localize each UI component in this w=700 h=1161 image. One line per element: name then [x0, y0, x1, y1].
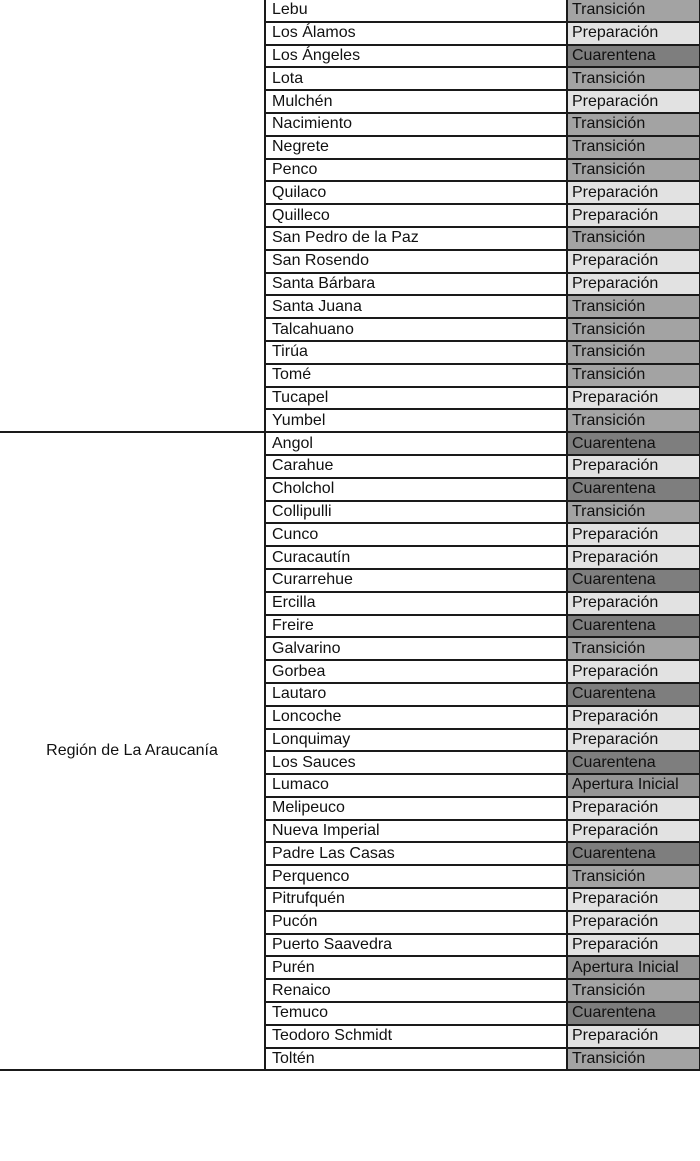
status-cell: Cuarentena — [567, 683, 700, 706]
commune-cell: Mulchén — [265, 90, 567, 113]
commune-cell: Ercilla — [265, 592, 567, 615]
commune-cell: Loncoche — [265, 706, 567, 729]
region-cell: Región de La Araucanía — [0, 432, 265, 1070]
status-cell: Transición — [567, 501, 700, 524]
status-cell: Transición — [567, 1048, 700, 1071]
status-cell: Transición — [567, 364, 700, 387]
status-cell: Preparación — [567, 820, 700, 843]
status-cell: Transición — [567, 409, 700, 432]
status-cell: Preparación — [567, 911, 700, 934]
commune-cell: Galvarino — [265, 637, 567, 660]
commune-cell: Carahue — [265, 455, 567, 478]
status-cell: Preparación — [567, 387, 700, 410]
status-cell: Apertura Inicial — [567, 774, 700, 797]
status-cell: Transición — [567, 67, 700, 90]
commune-cell: San Rosendo — [265, 250, 567, 273]
status-cell: Cuarentena — [567, 569, 700, 592]
commune-cell: Freire — [265, 615, 567, 638]
commune-cell: Negrete — [265, 136, 567, 159]
commune-cell: Santa Juana — [265, 295, 567, 318]
status-cell: Preparación — [567, 729, 700, 752]
status-cell: Cuarentena — [567, 432, 700, 455]
commune-cell: Teodoro Schmidt — [265, 1025, 567, 1048]
commune-cell: Penco — [265, 159, 567, 182]
status-cell: Cuarentena — [567, 615, 700, 638]
status-cell: Preparación — [567, 706, 700, 729]
status-cell: Transición — [567, 136, 700, 159]
commune-cell: Curarrehue — [265, 569, 567, 592]
commune-cell: Santa Bárbara — [265, 273, 567, 296]
commune-cell: Purén — [265, 956, 567, 979]
commune-cell: Melipeuco — [265, 797, 567, 820]
region-cell — [0, 0, 265, 432]
status-cell: Preparación — [567, 250, 700, 273]
status-cell: Transición — [567, 865, 700, 888]
commune-cell: Yumbel — [265, 409, 567, 432]
commune-cell: Cholchol — [265, 478, 567, 501]
commune-cell: Temuco — [265, 1002, 567, 1025]
status-cell: Cuarentena — [567, 751, 700, 774]
commune-cell: Lumaco — [265, 774, 567, 797]
status-cell: Preparación — [567, 181, 700, 204]
status-cell: Preparación — [567, 934, 700, 957]
commune-cell: Talcahuano — [265, 318, 567, 341]
commune-cell: Renaico — [265, 979, 567, 1002]
commune-cell: Tomé — [265, 364, 567, 387]
commune-cell: Los Álamos — [265, 22, 567, 45]
status-cell: Preparación — [567, 592, 700, 615]
status-cell: Preparación — [567, 546, 700, 569]
table-row — [0, 0, 700, 22]
commune-cell: Lonquimay — [265, 729, 567, 752]
commune-cell: Tucapel — [265, 387, 567, 410]
commune-cell: Pitrufquén — [265, 888, 567, 911]
status-cell: Transición — [567, 227, 700, 250]
status-cell: Preparación — [567, 455, 700, 478]
status-cell: Preparación — [567, 888, 700, 911]
status-cell: Cuarentena — [567, 45, 700, 68]
commune-cell: Collipulli — [265, 501, 567, 524]
status-cell: Preparación — [567, 797, 700, 820]
status-cell: Preparación — [567, 1025, 700, 1048]
status-cell: Transición — [567, 979, 700, 1002]
commune-cell: Toltén — [265, 1048, 567, 1071]
status-cell: Transición — [567, 295, 700, 318]
status-cell: Transición — [567, 113, 700, 136]
commune-cell: Quilleco — [265, 204, 567, 227]
status-cell: Preparación — [567, 204, 700, 227]
commune-cell: San Pedro de la Paz — [265, 227, 567, 250]
status-cell: Transición — [567, 0, 700, 22]
status-cell: Cuarentena — [567, 842, 700, 865]
status-cell: Cuarentena — [567, 478, 700, 501]
commune-cell: Pucón — [265, 911, 567, 934]
status-cell: Transición — [567, 159, 700, 182]
commune-cell: Tirúa — [265, 341, 567, 364]
table-row — [0, 432, 700, 455]
commune-cell: Cunco — [265, 523, 567, 546]
commune-cell: Perquenco — [265, 865, 567, 888]
status-cell: Cuarentena — [567, 1002, 700, 1025]
status-cell: Preparación — [567, 22, 700, 45]
commune-cell: Lota — [265, 67, 567, 90]
commune-cell: Los Ángeles — [265, 45, 567, 68]
commune-cell: Nueva Imperial — [265, 820, 567, 843]
status-cell: Preparación — [567, 273, 700, 296]
status-cell: Transición — [567, 637, 700, 660]
status-cell: Preparación — [567, 523, 700, 546]
commune-cell: Los Sauces — [265, 751, 567, 774]
status-cell: Transición — [567, 341, 700, 364]
commune-cell: Quilaco — [265, 181, 567, 204]
commune-cell: Puerto Saavedra — [265, 934, 567, 957]
commune-cell: Lebu — [265, 0, 567, 22]
commune-cell: Angol — [265, 432, 567, 455]
status-cell: Apertura Inicial — [567, 956, 700, 979]
commune-cell: Nacimiento — [265, 113, 567, 136]
status-cell: Transición — [567, 318, 700, 341]
commune-cell: Padre Las Casas — [265, 842, 567, 865]
commune-cell: Curacautín — [265, 546, 567, 569]
commune-cell: Gorbea — [265, 660, 567, 683]
status-cell: Preparación — [567, 90, 700, 113]
status-cell: Preparación — [567, 660, 700, 683]
commune-cell: Lautaro — [265, 683, 567, 706]
